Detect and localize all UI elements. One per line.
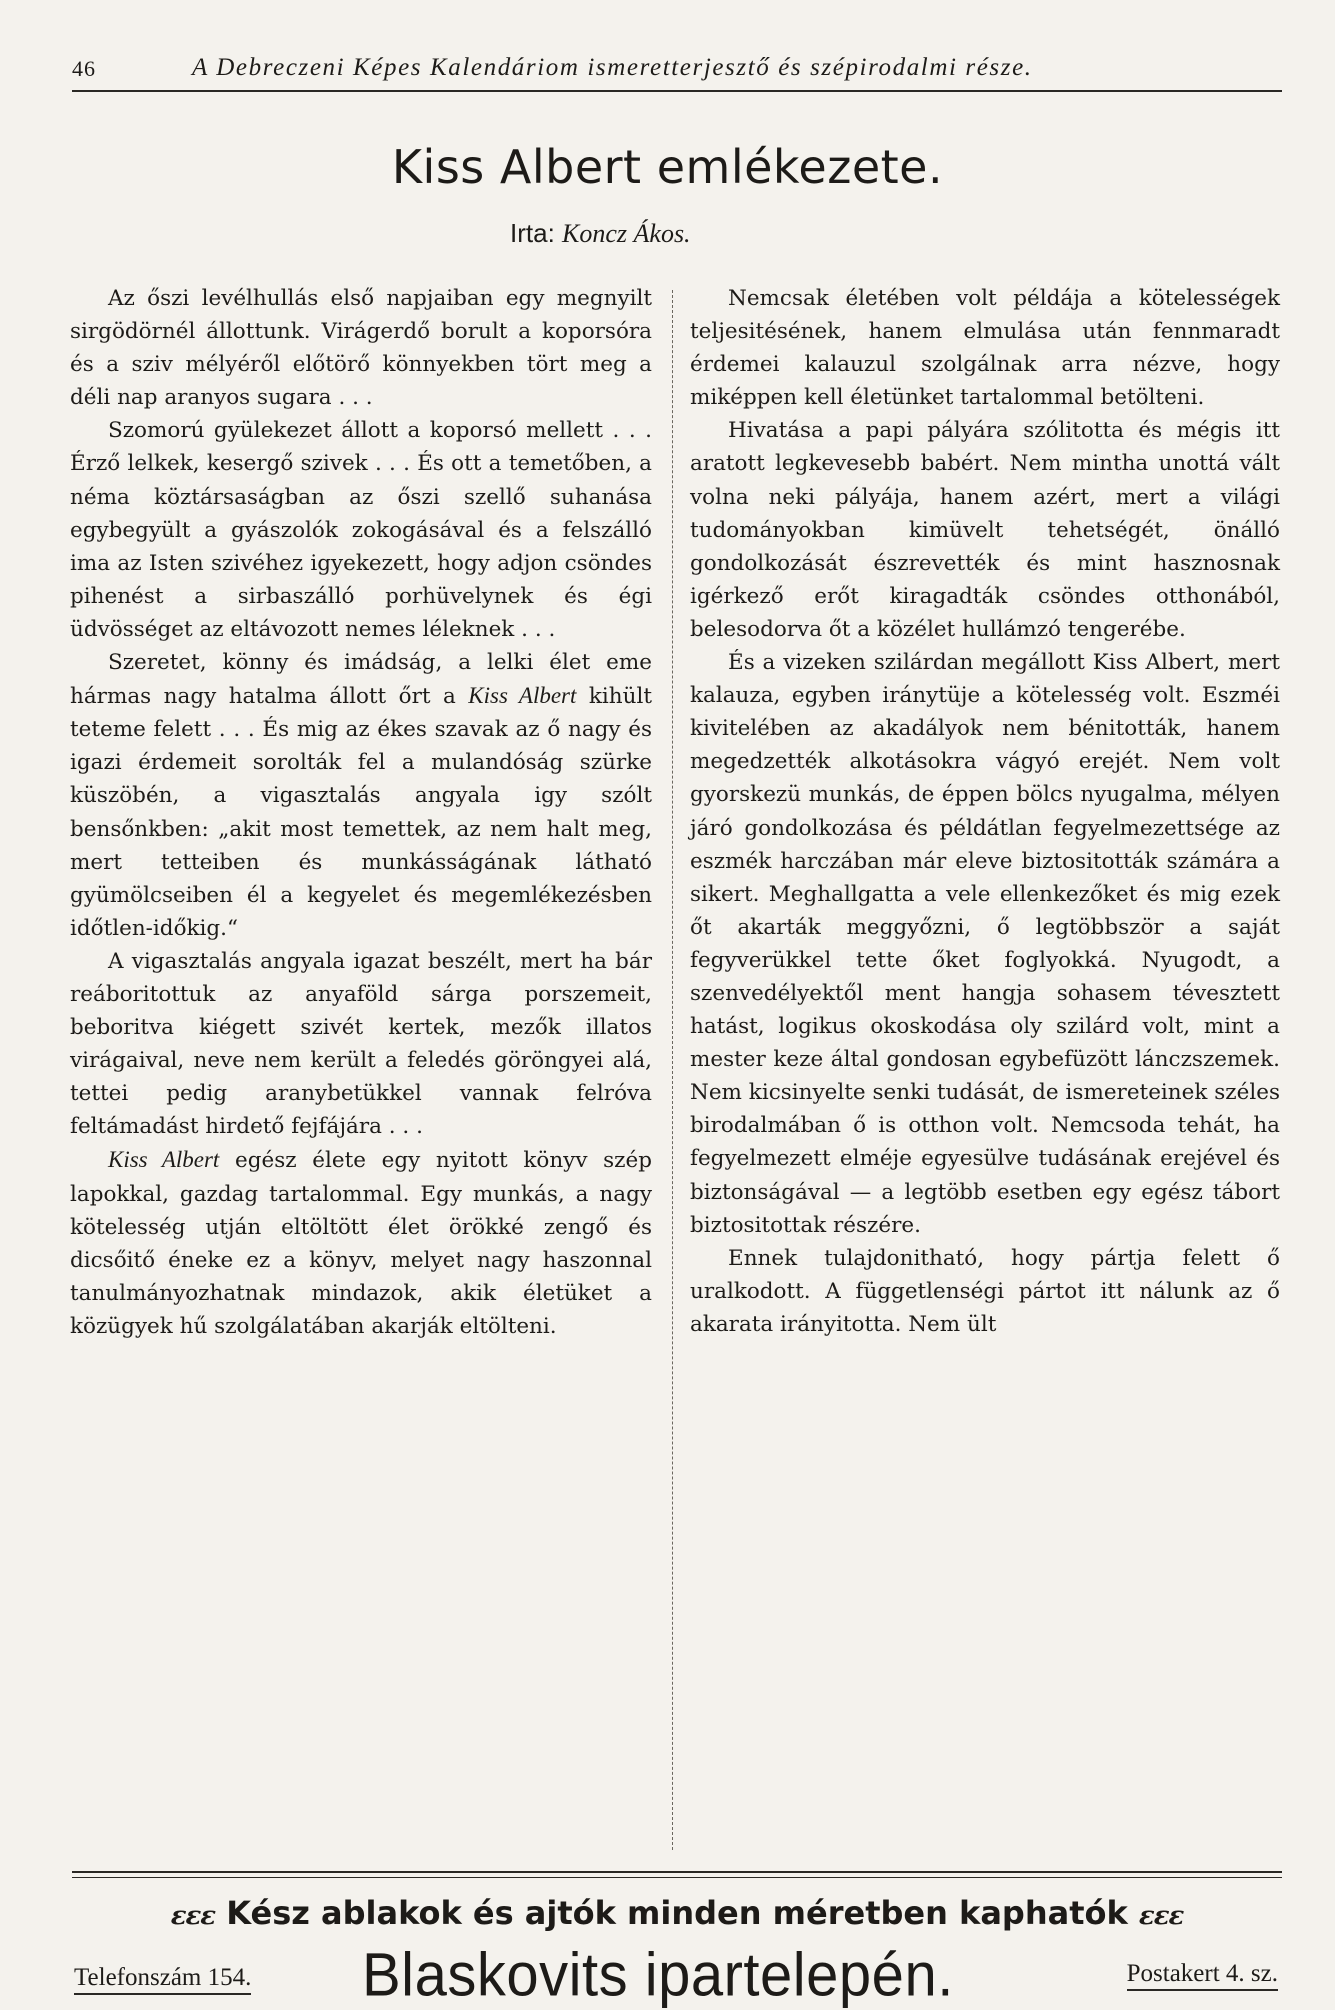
advert-phone: Telefonszám 154.: [74, 1964, 251, 1995]
ornament-left: ɛɛɛ: [170, 1901, 216, 1931]
byline: [510, 218, 691, 249]
article-title: Kiss Albert emlékezete.: [391, 140, 944, 194]
advertisement: [72, 1880, 1282, 2010]
advert-divider: [72, 1871, 1282, 1878]
left-paragraph-2: Szomorú gyülekezet állott a koporsó mellett . . . Érző lelkek, kesergő szivek . . . És ott a temetőben, a néma köztársaságban az őszi szellő suhanása egybegyült a gyászolók zokogásával és a felszálló ima az Isten szivéhez igyekezett, hogy adjon csöndes pihenést a sirbaszálló porhüvelynek és égi üdvösséget az eltávozott nemes léleknek . . .: [70, 418, 652, 642]
byline-prefix: Irta:: [510, 218, 563, 248]
advert-headline: Kész ablakok és ajtók minden méretben kaphatók: [226, 1894, 1128, 1932]
left-paragraph-4: A vigasztalás angyala igazat beszélt, mert ha bár reáboritottuk az anyaföld sárga porszemeit, beboritva kiégett szivét kertek, mezők illatos virágaival, neve nem került a feledés göröngyei alá, tettei pedig aranybetükkel vannak felróva feltámadást hirdető fejfájára . . .: [70, 948, 652, 1140]
author-name: Koncz Ákos.: [562, 219, 691, 248]
right-column: [690, 282, 1280, 1341]
advert-headline-row: [72, 1894, 1282, 1932]
left-column: [70, 282, 652, 1343]
left-paragraph-5-text: egész élete egy nyitott könyv szép lapokkal, gazdag tartalommal. Egy munkás, a nagy kötelesség utján eltöltött élet örökké zengő és dicsőitő éneke ez a könyv, melyet nagy haszonnal tanulmányozhatnak mindazok, akik életüket a közügyek hű szolgálatában akarják eltölteni.: [70, 1148, 652, 1339]
right-paragraph-2: Hivatása a papi pályára szólitotta és mégis itt aratott legkevesebb babért. Nem mintha unottá vált volna neki pályája, hanem azért, mert a világi tudományokban kimüvelt tehetségét, önálló gondolkozását észrevették és mint hasznosnak igérkező erőt kiragadták csöndes otthonából, belesodorva őt a közélet hullámzó tengerébe.: [690, 418, 1280, 642]
left-paragraph-3-start: Szeretet, könny és imádság, a lelki élet eme hármas nagy hatalma állott őrt a: [70, 650, 652, 710]
person-name: Kiss Albert: [468, 683, 577, 709]
left-paragraph-3-end: kihült teteme felett . . . És mig az ékes szavak az ő nagy és igazi érdemeit sorolták fel a mulandóság szürke küszöbén, a vigasztalás angyala igy szólt bensőnkben: „akit most temettek, az nem halt meg, mert tetteiben és munkásságának látható gyümölcseiben él a kegyelet és megemlékezésben időtlen-időkig.“: [70, 684, 652, 941]
running-title: A Debreczeni Képes Kalendáriom ismeretterjesztő és szépirodalmi része.: [192, 54, 1033, 81]
column-divider: [672, 290, 674, 1850]
left-paragraph-3: [70, 646, 652, 945]
right-paragraph-1: Nemcsak életében volt példája a kötelességek teljesitésének, hanem elmulása után fennmaradt érdemei kalauzul szolgálnak arra nézve, hogy miképpen kell életünket tartalommal betölteni.: [690, 286, 1280, 411]
right-paragraph-4: Ennek tulajdonitható, hogy pártja felett ő uralkodott. A függetlenségi pártot itt nálunk az ő akarata irányitotta. Nem ült: [690, 1245, 1280, 1337]
advert-company: Blaskovits ipartelepén.: [362, 1941, 954, 2010]
ornament-right: ɛɛɛ: [1138, 1901, 1184, 1931]
person-name: Kiss Albert: [108, 1147, 220, 1173]
page-number: 46: [72, 56, 96, 81]
left-paragraph-1: Az őszi levélhullás első napjaiban egy megnyilt sirgödörnél állottunk. Virágerdő borult a koporsóra és a sziv mélyéről előtörő könnyekben tört meg a déli nap aranyos sugara . . .: [70, 286, 652, 411]
right-paragraph-3: És a vizeken szilárdan megállott Kiss Albert, mert kalauza, egyben iránytüje a kötelesség volt. Eszméi kivitelében az akadályok nem bénitották, hanem megedzették alkotásokra vágyó erejét. Nem volt gyorskezü munkás, de éppen bölcs nyugalma, mélyen járó gondolkozása és példátlan fegyelmezettsége az eszmék harczában már eleve biztositották számára a sikert. Meghallgatta a vele ellenkezőket és mig ezek őt akarták meggyőzni, ő legtöbbször a saját fegyverükkel tette őket foglyokká. Nyugodt, a szenvedélyektől ment hangja sohasem tévesztett hatást, logikus okoskodása oly szilárd volt, mint a mester keze által gondosan egybefüzött lánczszemek. Nem kicsinyelte senki tudását, de ismereteinek széles birodalmában ő is otthon volt. Nemcsoda tehát, ha fegyelmezett elméje egyesülve tudásának erejével és biztonságával — a legtöbb esetben egy egész tábort biztositottak részére.: [690, 650, 1280, 1238]
left-paragraph-5: [70, 1143, 652, 1343]
running-header: [72, 50, 1282, 92]
advert-postal: Postakert 4. sz.: [1127, 1960, 1278, 1991]
